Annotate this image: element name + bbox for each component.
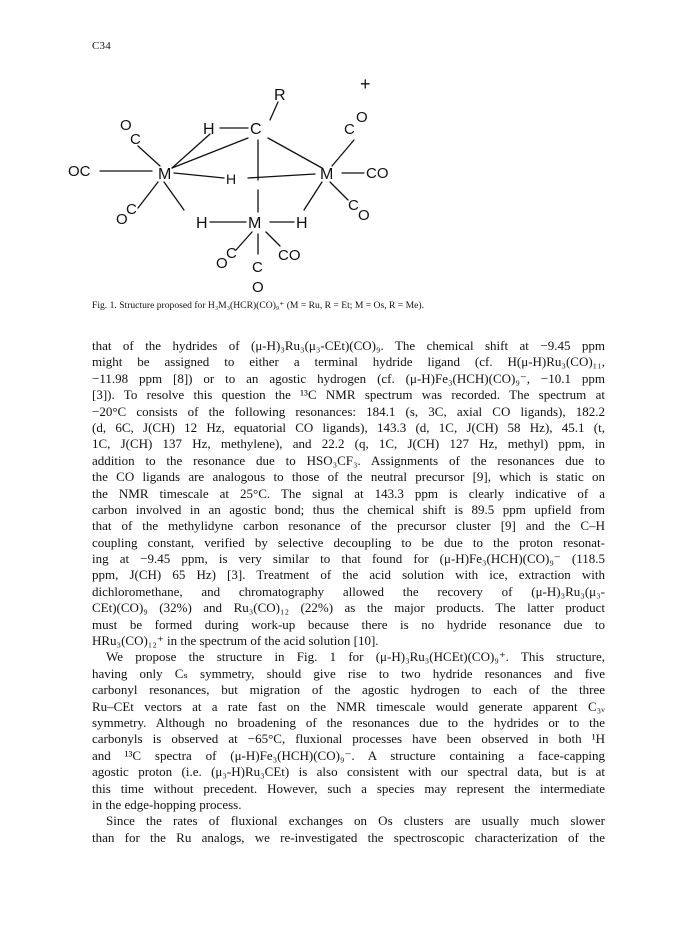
atom-h-center: H xyxy=(226,171,237,187)
ligand-oc-left: OC xyxy=(68,163,91,180)
bond-mb-co-left xyxy=(236,232,252,250)
text-line: that of the hydrides of (μ-H)₃Ru₃(μ₃-CEt)(CO)₉. The chemical shift at −9.45 ppm xyxy=(92,338,605,353)
ligand-c-bottom-left: C xyxy=(126,201,137,218)
atom-m-left: M xyxy=(158,166,172,183)
text-line: CEt)(CO)₉ (32%) and Ru₃(CO)₁₂ (22%) as the major products. The latter product xyxy=(92,600,605,616)
text-line: carbon involved in an agostic bond; thus the chemical shift is 89.5 ppm upfield from xyxy=(92,501,605,517)
bond-c-m-left xyxy=(172,138,248,168)
atom-h-top: H xyxy=(203,121,215,138)
text-line: −20°C consists of the following resonances: 184.1 (s, 3C, axial CO ligands), 182.2 xyxy=(92,403,605,419)
text-line: agostic proton (i.e. (μ₃-H)Ru₃CEt) is also consistent with our spectral data, but is at xyxy=(92,764,605,780)
text-line: symmetry. Although no broadening of the resonances due to the hydrides or to the xyxy=(92,714,605,730)
text-line: Ru–CEt vectors at a rate fast on the NMR timescale would generate apparent C₃ᵥ xyxy=(92,698,605,714)
ligand-o-bottom-m-left: O xyxy=(216,255,228,272)
bond-mb-co-right xyxy=(266,232,280,246)
atom-r: R xyxy=(274,87,286,104)
atom-h-bottom-right: H xyxy=(296,215,308,232)
bond-m-h-ll xyxy=(164,182,184,210)
ligand-co-bottom-m-right: CO xyxy=(278,247,301,264)
text-line: −11.98 ppm [8]) or to an agostic hydrogen (cf. (μ-H)Fe₃(HCH)(CO)₉⁻, −10.1 ppm xyxy=(92,370,605,386)
text-line: that of the methylidyne carbon resonance of the precursor cluster [9] and the C–H xyxy=(92,518,605,534)
text-line: might be assigned to either a terminal hydride ligand (cf. H(μ-H)Ru₃(CO)₁₁, xyxy=(92,354,605,370)
charge-symbol: + xyxy=(360,74,371,94)
text-line: the NMR timescale at 25°C. The signal at 143.3 ppm is clearly indicative of a xyxy=(92,485,605,501)
bond-r-c xyxy=(270,102,278,120)
atom-m-bottom: M xyxy=(248,215,262,232)
text-line: (d, 6C, J(CH) 12 Hz, equatorial CO ligands), 143.3 (d, 1C, J(CH) 58 Hz), 45.1 (t, xyxy=(92,419,605,435)
bond-c-m-right xyxy=(268,138,322,168)
text-line: [3]). To resolve this question the ¹³C NMR spectrum was recorded. The spectrum at xyxy=(92,387,605,403)
text-line: Since the rates of fluxional exchanges on Os clusters are usually much slower xyxy=(106,813,605,829)
structure-diagram xyxy=(60,70,460,300)
text-line: the CO ligands are analogous to those of the neutral precursor [9], which is static on xyxy=(92,469,605,485)
text-line: HRu₃(CO)₁₂⁺ in the spectrum of the acid solution [10]. xyxy=(92,633,379,649)
bond-h-m-left xyxy=(172,134,210,168)
ligand-o-bottom-right: O xyxy=(358,207,370,224)
ligand-o-bottom-left: O xyxy=(116,211,128,228)
ligand-co-right: CO xyxy=(366,165,389,182)
bond-co-top-left xyxy=(138,146,160,166)
ligand-o-bottom-m-down: O xyxy=(252,279,264,296)
page-number: C34 xyxy=(92,40,111,52)
bond-m-co-rr xyxy=(330,182,348,200)
text-line: in the edge-hopping process. xyxy=(92,796,242,812)
text-line: ing at −9.45 ppm, is very similar to that found for (μ-H)Fe₃(HCH)(CO)₉⁻ (118.5 xyxy=(92,551,605,567)
text-line: having only Cₛ symmetry, should give rise to two hydride resonances and five xyxy=(92,665,605,681)
ligand-c-top-right: C xyxy=(344,121,355,138)
text-line: than for the Ru analogs, we re-investigated the spectroscopic characterization of the xyxy=(92,829,605,845)
text-line: 1C, J(CH) 137 Hz, methylene), and 22.2 (q, 1C, J(CH) 127 Hz, methyl) ppm, in xyxy=(92,436,605,452)
body-text xyxy=(92,338,605,846)
text-line: carbonyl resonances, but migration of the agostic hydrogen to each of the three xyxy=(92,682,605,698)
text-line: addition to the resonance due to HSO₃CF₃. Assignments of the resonances due to xyxy=(92,452,605,468)
ligand-c-top-left: C xyxy=(130,131,141,148)
bond-m-m-a xyxy=(174,173,224,178)
text-line: dichloromethane, and chromatography allowed the recovery of (μ-H)₃Ru₃(μ₃- xyxy=(92,583,605,599)
figure-caption: Fig. 1. Structure proposed for H₃M₃(HCR)(CO)₉⁺ (M = Ru, R = Et; M = Os, R = Me). xyxy=(92,300,425,311)
text-line: carbonyls is observed at −65°C, fluxional processes have been observed in both ¹H xyxy=(92,731,605,747)
ligand-c-bottom-m-left: C xyxy=(226,245,237,262)
text-line: must be formed during work-up because there is no hydride resonance due to xyxy=(92,616,605,632)
ligand-c-bottom-m-down: C xyxy=(252,259,263,276)
text-line: We propose the structure in Fig. 1 for (μ-H)₃Ru₃(HCEt)(CO)₉⁺. This structure, xyxy=(106,649,605,665)
ligand-c-bottom-right: C xyxy=(348,197,359,214)
ligand-o-top-right: O xyxy=(356,109,368,126)
text-line: and ¹³C spectra of (μ-H)Fe₃(HCH)(CO)₉⁻. A structure containing a face-capping xyxy=(92,747,605,763)
bond-co-top-right xyxy=(332,140,354,166)
atom-h-bottom-left: H xyxy=(196,215,208,232)
text-line: ppm, J(CH) 65 Hz) [3]. Treatment of the acid solution with ice, extraction with xyxy=(92,567,605,583)
text-line: this time without precedent. However, such a species may represent the intermediate xyxy=(92,780,605,796)
structure-figure xyxy=(60,70,460,300)
bond-m-h-rr xyxy=(304,182,322,210)
ligand-o-top-left: O xyxy=(120,117,132,134)
atom-c-center: C xyxy=(250,121,262,138)
text-line: coupling constant, verified by selective decoupling to be due to the proton resonat- xyxy=(92,534,605,550)
bond-m-co-ll xyxy=(138,182,158,208)
atom-m-right: M xyxy=(320,166,334,183)
